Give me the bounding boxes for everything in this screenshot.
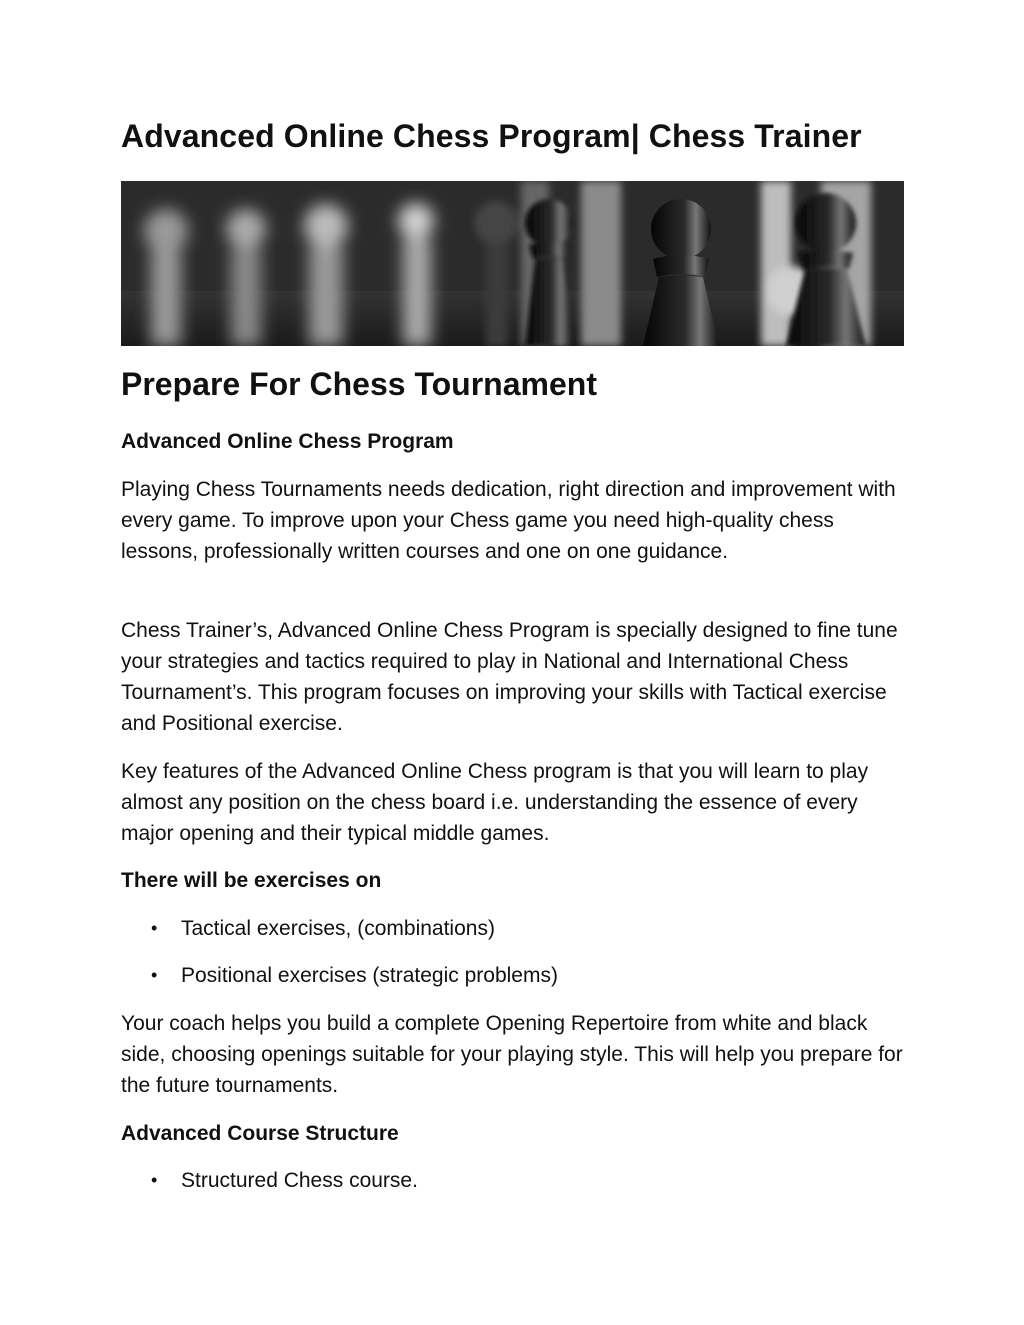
subheading-advanced-program <box>121 426 904 457</box>
paragraph-text: Playing Chess Tournaments needs dedication, right direction and improvement with every game. To improve upon your Chess game you need high-quality chess lessons, professionally written courses and one on one guidance. <box>121 478 896 563</box>
paragraph-text: Your coach helps you build a complete Opening Repertoire from white and black side, choosing openings suitable for your playing style. This will help you prepare for the future tournaments. <box>121 1012 903 1097</box>
section-heading: Prepare For Chess Tournament <box>121 366 597 402</box>
bullet-icon: • <box>151 965 158 985</box>
bullet-icon: • <box>151 1170 158 1190</box>
list-item-text: Positional exercises (strategic problems) <box>181 964 558 987</box>
subheading-exercises <box>121 865 904 896</box>
hero-image <box>121 181 904 346</box>
list-item-text: Structured Chess course. <box>181 1169 418 1192</box>
list-item-text: Tactical exercises, (combinations) <box>181 917 495 940</box>
chess-pieces-photo-icon <box>121 181 904 346</box>
paragraph-4 <box>121 1008 904 1101</box>
paragraph-2 <box>121 615 904 739</box>
bullet-icon: • <box>151 918 158 938</box>
paragraph-1 <box>121 474 904 567</box>
subheading-text: There will be exercises on <box>121 869 382 892</box>
subheading-text: Advanced Course Structure <box>121 1122 399 1145</box>
subheading-text: Advanced Online Chess Program <box>121 430 454 453</box>
paragraph-text: Key features of the Advanced Online Chess program is that you will learn to play almost any position on the chess board i.e. understanding the essence of every major opening and their typical middle games. <box>121 760 869 845</box>
paragraph-3 <box>121 756 904 849</box>
paragraph-text: Chess Trainer’s, Advanced Online Chess Program is specially designed to fine tune your strategies and tactics required to play in National and International Chess Tournament’s. This program focuses on improving your skills with Tactical exercise and Positional exercise. <box>121 619 898 735</box>
subheading-course-structure <box>121 1118 904 1149</box>
page-title: Advanced Online Chess Program| Chess Trainer <box>121 118 862 154</box>
